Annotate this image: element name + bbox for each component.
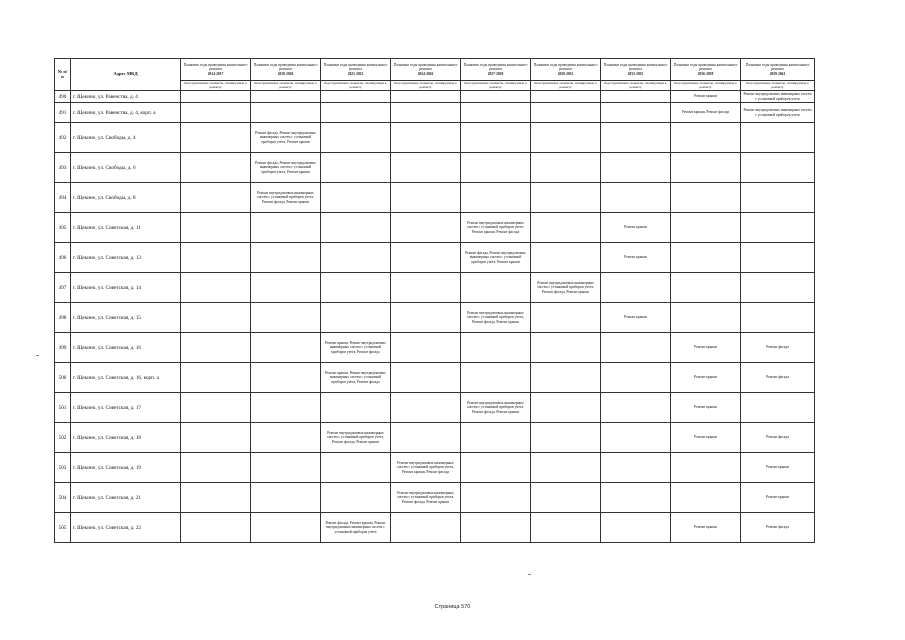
row-number: 492 xyxy=(55,123,71,153)
repair-cell xyxy=(321,91,391,103)
repair-cell xyxy=(391,303,461,333)
repair-cell xyxy=(181,513,251,543)
repair-cell xyxy=(671,483,741,513)
row-address: г. Щекино, ул. Советская, д. 18 xyxy=(71,423,181,453)
repair-cell xyxy=(531,243,601,273)
repair-cell xyxy=(321,103,391,123)
repair-cell: Ремонт крыши xyxy=(671,513,741,543)
repair-cell: Ремонт внутридомовых инженерных систем с установкой приборов учета xyxy=(741,91,815,103)
table-row xyxy=(55,91,815,103)
row-number: 497 xyxy=(55,273,71,303)
repair-cell: Ремонт крыши xyxy=(601,213,671,243)
repair-cell xyxy=(531,483,601,513)
repair-cell: Ремонт крыши xyxy=(671,363,741,393)
repair-cell xyxy=(461,103,531,123)
repair-cell xyxy=(601,273,671,303)
repair-cell: Ремонт внутридомовых инженерных систем с установкой приборов учета, Ремонт фасада, Ремонт крыши xyxy=(321,423,391,453)
repair-cell: Ремонт крыши, Ремонт внутридомовых инженерных систем с установкой приборов учета, Ремонт фасада xyxy=(321,333,391,363)
repair-cell xyxy=(531,103,601,123)
table-row xyxy=(55,423,815,453)
header-period: Плановые годы проведения капитального ремонта 2027-2029 xyxy=(461,59,531,81)
repair-cell: Ремонт крыши xyxy=(741,483,815,513)
repair-cell xyxy=(531,363,601,393)
row-number: 498 xyxy=(55,303,71,333)
repair-cell xyxy=(321,153,391,183)
subheader-cell: Конструктивные элементы, планируемые к ремонту xyxy=(671,81,741,91)
row-number: 494 xyxy=(55,183,71,213)
row-address: г. Щекино, ул. Советская, д. 21 xyxy=(71,483,181,513)
repair-cell xyxy=(741,123,815,153)
repair-cell: Ремонт внутридомовых инженерных систем с установкой приборов учета, Ремонт крыши, Ремонт фасада xyxy=(461,213,531,243)
repair-cell xyxy=(321,213,391,243)
row-number: 499 xyxy=(55,333,71,363)
repair-cell xyxy=(531,123,601,153)
repair-cell xyxy=(181,213,251,243)
header-row xyxy=(55,59,815,81)
repair-cell xyxy=(251,393,321,423)
repair-cell xyxy=(461,183,531,213)
repair-cell xyxy=(601,393,671,423)
repair-cell: Ремонт внутридомовых инженерных систем с установкой приборов учета, Ремонт фасада, Ремонт крыши xyxy=(391,483,461,513)
repair-cell xyxy=(251,423,321,453)
row-number: 504 xyxy=(55,483,71,513)
subheader-cell: Конструктивные элементы, планируемые к ремонту xyxy=(391,81,461,91)
repair-cell: Ремонт фасада xyxy=(741,423,815,453)
header-period: Плановые годы проведения капитального ремонта 2036-2038 xyxy=(671,59,741,81)
repair-cell xyxy=(251,513,321,543)
repair-cell xyxy=(391,393,461,423)
repair-cell xyxy=(321,273,391,303)
repair-cell xyxy=(251,453,321,483)
subheader-cell: Конструктивные элементы, планируемые к ремонту xyxy=(321,81,391,91)
repair-cell xyxy=(391,363,461,393)
table-row xyxy=(55,513,815,543)
row-number: 496 xyxy=(55,243,71,273)
repair-cell: Ремонт внутридомовых инженерных систем с установкой приборов учета, Ремонт крыши, Ремонт фасада xyxy=(391,453,461,483)
repair-cell xyxy=(461,483,531,513)
repair-cell xyxy=(181,123,251,153)
table-row xyxy=(55,453,815,483)
table-row xyxy=(55,123,815,153)
row-address: г. Щекино, ул. Равенства, д. 4, корп. а xyxy=(71,103,181,123)
row-address: г. Щекино, ул. Свободы, д. 8 xyxy=(71,183,181,213)
repair-schedule-table xyxy=(54,58,815,543)
repair-cell xyxy=(181,183,251,213)
repair-cell xyxy=(601,453,671,483)
header-period: Плановые годы проведения капитального ремонта 2039-2041 xyxy=(741,59,815,81)
repair-cell xyxy=(461,123,531,153)
row-address: г. Щекино, ул. Советская, д. 13 xyxy=(71,243,181,273)
repair-cell xyxy=(741,273,815,303)
repair-cell xyxy=(671,183,741,213)
table-row xyxy=(55,153,815,183)
repair-cell xyxy=(671,123,741,153)
repair-cell: Ремонт внутридомовых инженерных систем с установкой приборов учета, Ремонт фасада, Ремонт крыши xyxy=(251,183,321,213)
row-number: 501 xyxy=(55,393,71,423)
repair-cell xyxy=(531,91,601,103)
repair-cell xyxy=(391,273,461,303)
repair-cell xyxy=(601,183,671,213)
row-number: 502 xyxy=(55,423,71,453)
repair-cell: Ремонт фасада xyxy=(741,333,815,363)
repair-cell xyxy=(461,513,531,543)
subheader-cell: Конструктивные элементы, планируемые к ремонту xyxy=(601,81,671,91)
repair-cell xyxy=(251,303,321,333)
repair-cell xyxy=(391,91,461,103)
repair-cell: Ремонт фасада, Ремонт внутридомовых инженерных систем с установкой приборов учета, Ремонт крыши xyxy=(251,123,321,153)
repair-cell: Ремонт крыши xyxy=(671,333,741,363)
header-period: Плановые годы проведения капитального ремонта 2024-2026 xyxy=(391,59,461,81)
repair-cell xyxy=(321,393,391,423)
row-number: 505 xyxy=(55,513,71,543)
repair-cell xyxy=(601,363,671,393)
repair-cell: Ремонт крыши xyxy=(671,91,741,103)
repair-cell: Ремонт фасада, Ремонт внутридомовых инженерных систем с установкой приборов учета, Ремонт крыши xyxy=(461,243,531,273)
repair-cell xyxy=(251,103,321,123)
repair-cell xyxy=(601,483,671,513)
repair-cell: Ремонт крыши xyxy=(671,393,741,423)
repair-cell: Ремонт крыши, Ремонт фасада xyxy=(671,103,741,123)
repair-cell: Ремонт фасада xyxy=(741,363,815,393)
repair-cell xyxy=(181,333,251,363)
repair-cell: Ремонт крыши xyxy=(601,243,671,273)
repair-cell: Ремонт фасада, Ремонт крыши, Ремонт внутридомовых инженерных систем с установкой приборов учета xyxy=(321,513,391,543)
repair-cell xyxy=(181,453,251,483)
repair-cell xyxy=(531,303,601,333)
table-row xyxy=(55,213,815,243)
row-address: г. Щекино, ул. Советская, д. 14 xyxy=(71,273,181,303)
repair-cell xyxy=(181,483,251,513)
repair-cell xyxy=(671,273,741,303)
repair-cell: Ремонт внутридомовых инженерных систем с установкой приборов учета xyxy=(741,103,815,123)
repair-cell: Ремонт внутридомовых инженерных систем с установкой приборов учета, Ремонт фасада, Ремонт крыши xyxy=(461,303,531,333)
table-row xyxy=(55,243,815,273)
repair-cell xyxy=(181,243,251,273)
repair-cell xyxy=(461,153,531,183)
header-num: № п/п xyxy=(55,59,71,91)
row-number: 493 xyxy=(55,153,71,183)
repair-cell xyxy=(391,243,461,273)
repair-cell xyxy=(321,123,391,153)
row-number: 490 xyxy=(55,91,71,103)
repair-cell xyxy=(741,303,815,333)
repair-cell xyxy=(531,393,601,423)
repair-cell xyxy=(531,453,601,483)
header-period: Плановые годы проведения капитального ремонта 2014-2017 xyxy=(181,59,251,81)
row-address: г. Щекино, ул. Советская, д. 16, корп. а xyxy=(71,363,181,393)
repair-cell: Ремонт крыши xyxy=(741,453,815,483)
table-row xyxy=(55,303,815,333)
repair-cell xyxy=(461,363,531,393)
repair-cell: Ремонт фасада xyxy=(741,513,815,543)
table-row xyxy=(55,483,815,513)
repair-cell xyxy=(181,103,251,123)
repair-cell xyxy=(531,513,601,543)
subheader-cell: Конструктивные элементы, планируемые к ремонту xyxy=(531,81,601,91)
row-address: г. Щекино, ул. Советская, д. 11 xyxy=(71,213,181,243)
table-row xyxy=(55,363,815,393)
repair-cell xyxy=(181,393,251,423)
repair-cell xyxy=(181,363,251,393)
repair-cell: Ремонт фасада, Ремонт внутридомовых инженерных систем с установкой приборов учета, Ремонт крыши xyxy=(251,153,321,183)
row-address: г. Щекино, ул. Советская, д. 22 xyxy=(71,513,181,543)
repair-cell xyxy=(601,333,671,363)
repair-cell xyxy=(321,483,391,513)
repair-cell xyxy=(461,423,531,453)
repair-cell xyxy=(251,483,321,513)
repair-cell xyxy=(181,273,251,303)
repair-cell: Ремонт внутридомовых инженерных систем с установкой приборов учета, Ремонт фасада, Ремонт крыши xyxy=(531,273,601,303)
repair-cell xyxy=(671,213,741,243)
subheader-cell: Конструктивные элементы, планируемые к ремонту xyxy=(181,81,251,91)
header-period: Плановые годы проведения капитального ремонта 2021-2023 xyxy=(321,59,391,81)
repair-cell xyxy=(601,513,671,543)
repair-cell xyxy=(391,103,461,123)
repair-cell xyxy=(531,183,601,213)
repair-cell xyxy=(461,333,531,363)
repair-cell xyxy=(391,423,461,453)
repair-cell xyxy=(391,333,461,363)
row-address: г. Щекино, ул. Советская, д. 15 xyxy=(71,303,181,333)
repair-cell xyxy=(741,243,815,273)
repair-cell xyxy=(251,363,321,393)
row-number: 500 xyxy=(55,363,71,393)
header-address: Адрес МКД xyxy=(71,59,181,91)
repair-cell xyxy=(461,453,531,483)
repair-cell xyxy=(601,423,671,453)
repair-cell xyxy=(321,303,391,333)
repair-cell xyxy=(741,183,815,213)
repair-cell xyxy=(741,393,815,423)
row-address: г. Щекино, ул. Равенства, д. 4 xyxy=(71,91,181,103)
repair-cell xyxy=(531,423,601,453)
header-period: Плановые годы проведения капитального ремонта 2018-2020 xyxy=(251,59,321,81)
repair-cell xyxy=(181,303,251,333)
table-body xyxy=(55,91,815,543)
row-address: г. Щекино, ул. Свободы, д. 4 xyxy=(71,123,181,153)
repair-cell xyxy=(251,333,321,363)
repair-cell xyxy=(391,123,461,153)
repair-cell xyxy=(531,333,601,363)
row-number: 491 xyxy=(55,103,71,123)
repair-cell: Ремонт внутридомовых инженерных систем с установкой приборов учета, Ремонт фасада, Ремонт крыши xyxy=(461,393,531,423)
repair-cell xyxy=(671,243,741,273)
table-row xyxy=(55,183,815,213)
repair-cell: Ремонт крыши xyxy=(601,303,671,333)
repair-cell xyxy=(531,153,601,183)
repair-cell xyxy=(181,91,251,103)
repair-cell xyxy=(321,183,391,213)
row-number: 503 xyxy=(55,453,71,483)
repair-cell xyxy=(741,153,815,183)
table-row xyxy=(55,103,815,123)
table-row xyxy=(55,273,815,303)
header-period: Плановые годы проведения капитального ремонта 2030-2032 xyxy=(531,59,601,81)
repair-cell xyxy=(251,213,321,243)
repair-cell xyxy=(251,91,321,103)
repair-cell xyxy=(461,273,531,303)
repair-cell: Ремонт крыши xyxy=(671,423,741,453)
page-number: Страница 570 xyxy=(434,604,471,610)
row-address: г. Щекино, ул. Советская, д. 17 xyxy=(71,393,181,423)
row-number: 495 xyxy=(55,213,71,243)
repair-cell: Ремонт крыши, Ремонт внутридомовых инженерных систем с установкой приборов учета, Ремонт фасада xyxy=(321,363,391,393)
table-row xyxy=(55,393,815,423)
row-address: г. Щекино, ул. Советская, д. 16 xyxy=(71,333,181,363)
header-period: Плановые годы проведения капитального ремонта 2033-2035 xyxy=(601,59,671,81)
table-header xyxy=(55,59,815,91)
repair-cell xyxy=(601,123,671,153)
row-address: г. Щекино, ул. Советская, д. 19 xyxy=(71,453,181,483)
repair-cell xyxy=(671,303,741,333)
repair-cell xyxy=(531,213,601,243)
subheader-cell: Конструктивные элементы, планируемые к ремонту xyxy=(461,81,531,91)
scan-mark xyxy=(36,355,39,356)
repair-cell xyxy=(251,243,321,273)
repair-cell xyxy=(391,213,461,243)
repair-cell xyxy=(181,423,251,453)
repair-cell xyxy=(391,153,461,183)
repair-cell xyxy=(671,153,741,183)
subheader-cell: Конструктивные элементы, планируемые к ремонту xyxy=(251,81,321,91)
repair-cell xyxy=(181,153,251,183)
scan-mark xyxy=(528,574,531,575)
repair-cell xyxy=(741,213,815,243)
repair-cell xyxy=(601,103,671,123)
row-address: г. Щекино, ул. Свободы, д. 6 xyxy=(71,153,181,183)
repair-cell xyxy=(601,91,671,103)
repair-cell xyxy=(391,513,461,543)
repair-cell xyxy=(321,453,391,483)
repair-cell xyxy=(671,453,741,483)
subheader-cell: Конструктивные элементы, планируемые к ремонту xyxy=(741,81,815,91)
table-row xyxy=(55,333,815,363)
repair-cell xyxy=(321,243,391,273)
repair-cell xyxy=(461,91,531,103)
repair-cell xyxy=(601,153,671,183)
repair-cell xyxy=(391,183,461,213)
repair-cell xyxy=(251,273,321,303)
